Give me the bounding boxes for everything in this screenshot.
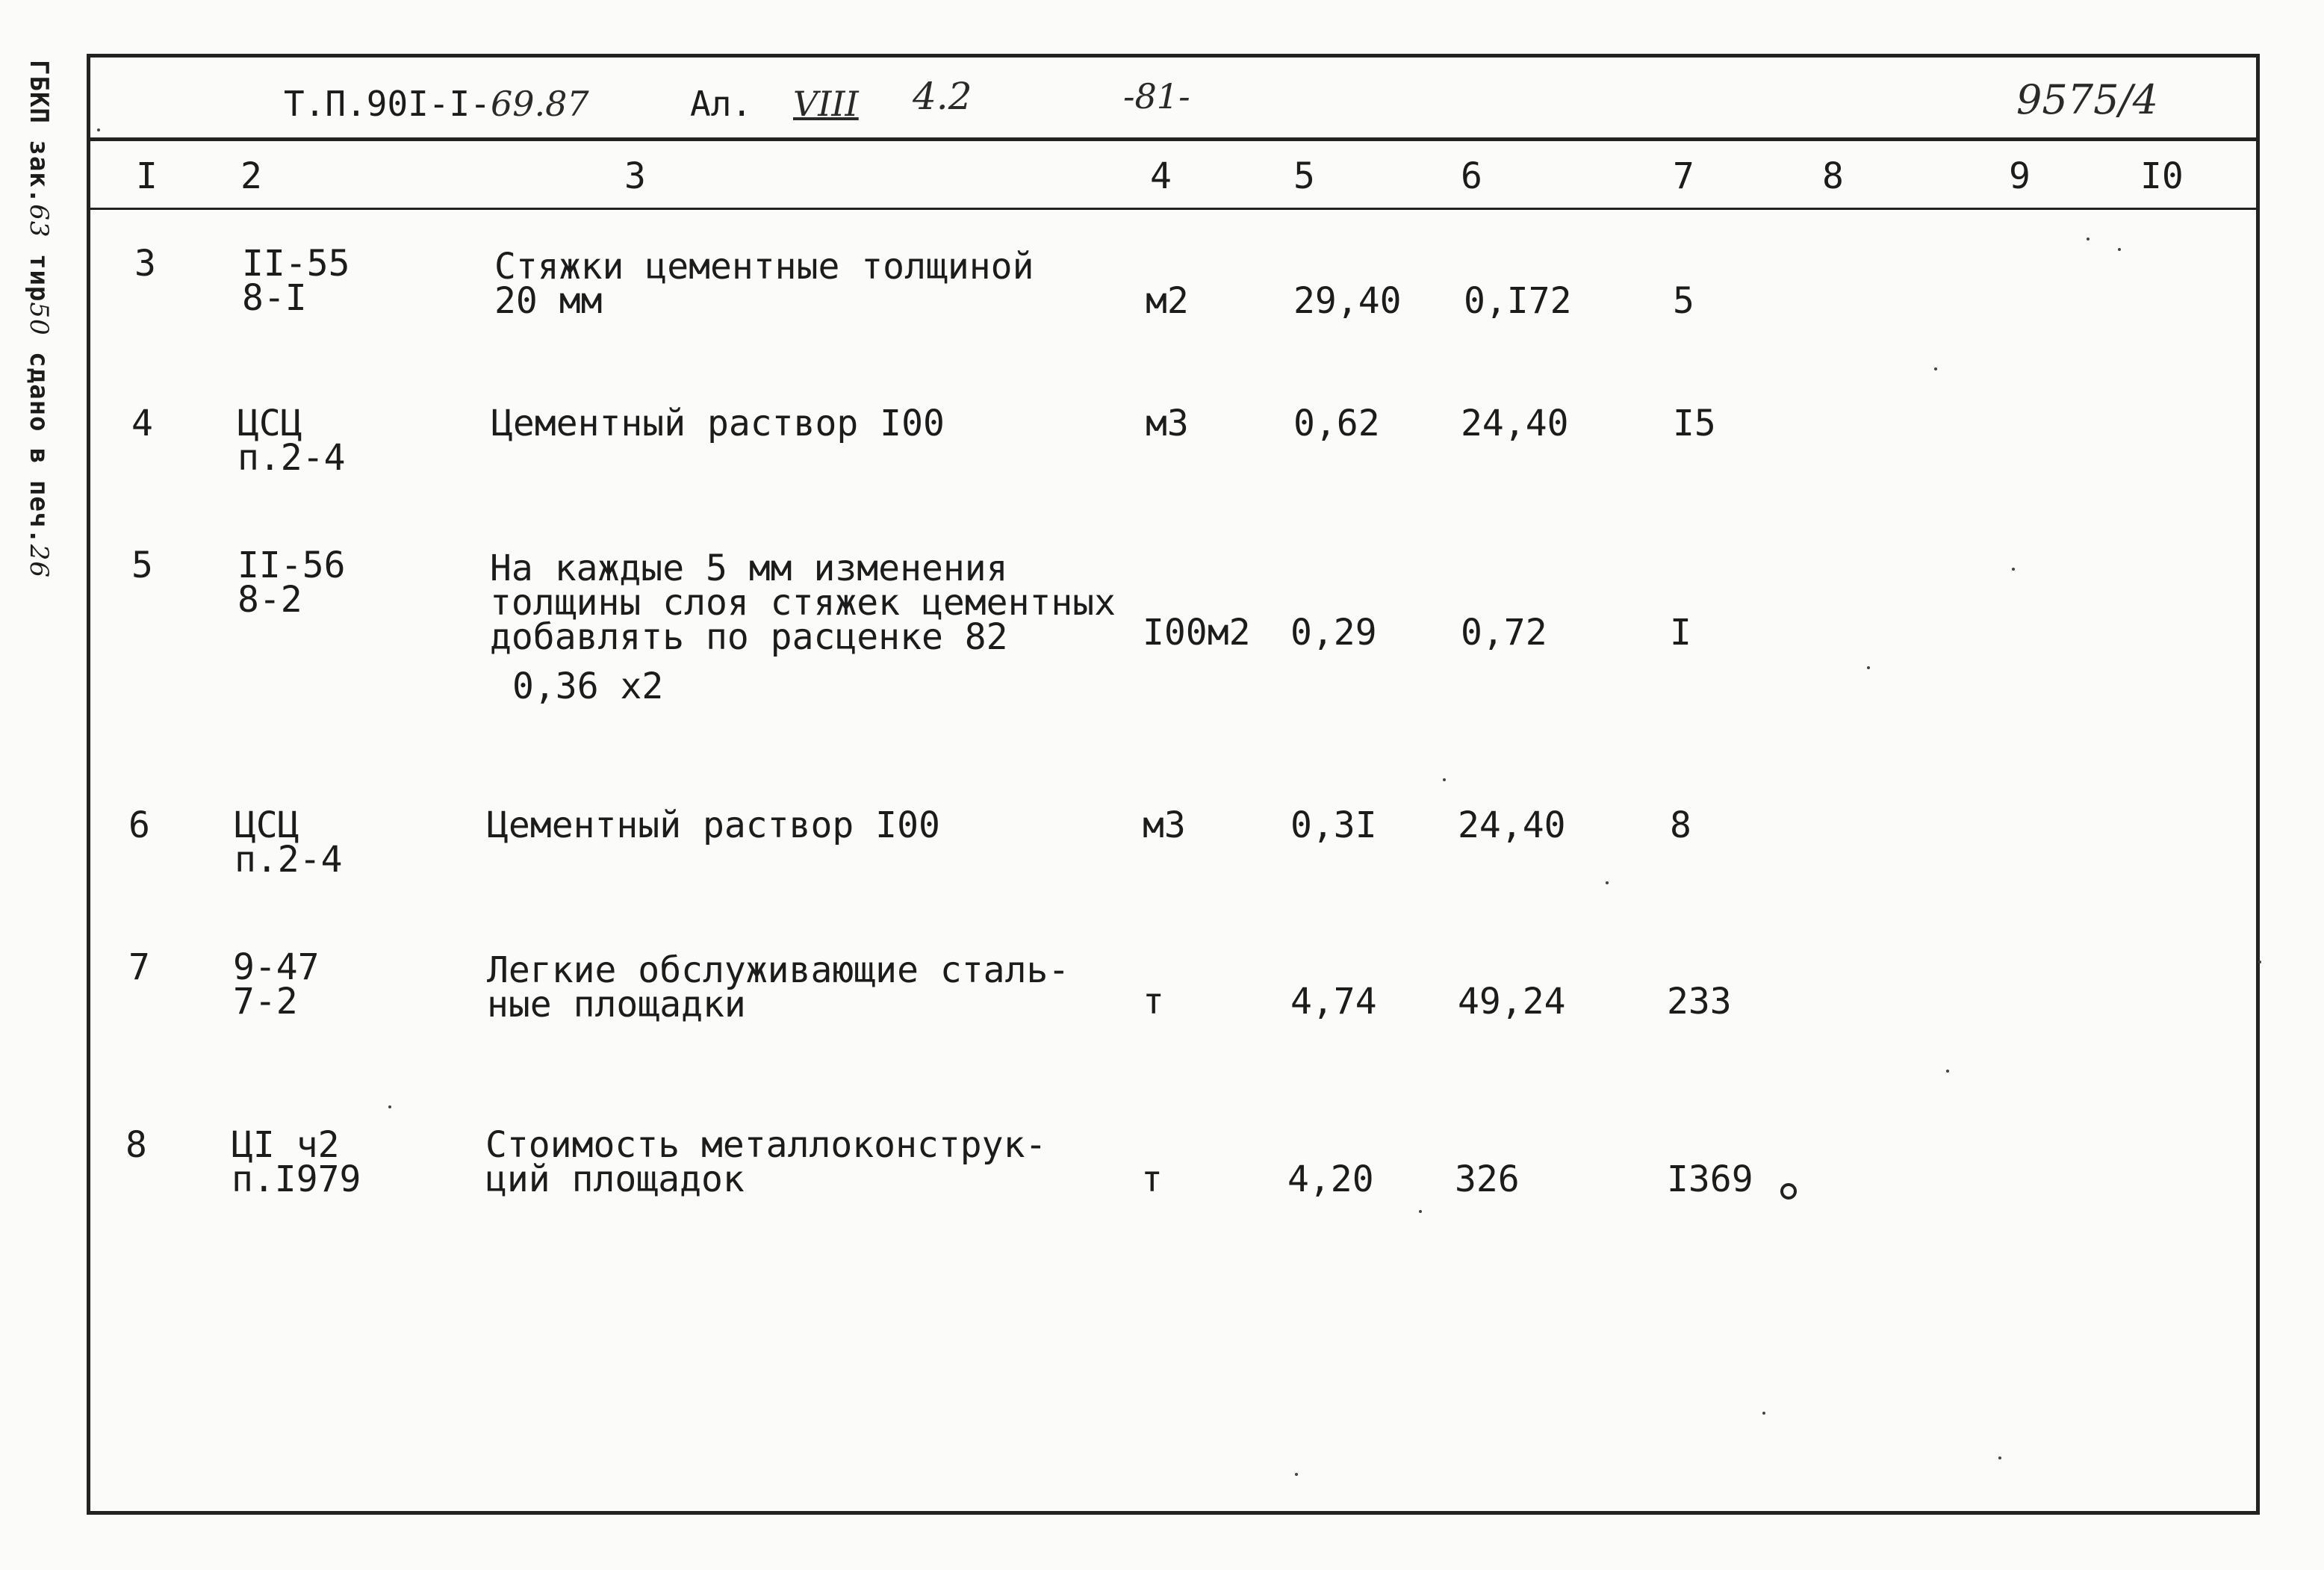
row-7-quantity: 4,74 [1290, 981, 1377, 1023]
header-divider [87, 208, 2260, 210]
row-8-total: I369 [1667, 1158, 1753, 1200]
row-3-total: 5 [1673, 280, 1694, 322]
row-6-unit-cost: 24,40 [1458, 804, 1566, 846]
side-stamp-tir: 50 [24, 302, 54, 336]
scan-speck [1946, 1070, 1949, 1073]
row-7-desc-2: ные площадки [487, 984, 746, 1026]
row-8-unit: т [1141, 1158, 1163, 1200]
row-3-quantity: 29,40 [1293, 280, 1402, 322]
row-6-code-2: п.2-4 [234, 839, 343, 881]
column-header-8: 8 [1822, 155, 1844, 197]
project-code-handwritten: 69.87 [490, 84, 589, 124]
row-7-code-1: 9-47 [233, 946, 320, 988]
row-6-num: 6 [128, 804, 150, 846]
scan-speck [97, 128, 100, 131]
row-8-num: 8 [125, 1124, 147, 1166]
row-3-unit: м2 [1146, 280, 1189, 322]
album-label: Ал. [690, 84, 753, 124]
row-4-code-1: ЦСЦ [237, 403, 302, 444]
row-6-total: 8 [1670, 804, 1691, 846]
row-4-unit: м3 [1146, 403, 1189, 444]
row-4-total: I5 [1673, 403, 1716, 444]
column-header-5: 5 [1293, 155, 1315, 197]
scan-speck [1867, 666, 1870, 669]
scan-speck [1295, 1473, 1298, 1476]
side-stamp-printed: ГБКП зак. [24, 60, 54, 205]
album-number: VIII [793, 84, 859, 124]
scan-speck [1419, 1210, 1422, 1213]
column-header-3: 3 [624, 155, 646, 197]
title-divider [87, 137, 2260, 141]
column-header-9: 9 [2009, 155, 2031, 197]
row-8-unit-cost: 326 [1455, 1158, 1520, 1200]
row-3-unit-cost: 0,I72 [1464, 280, 1572, 322]
side-stamp-date: 26 [24, 544, 54, 579]
row-6-desc-1: Цементный раствор I00 [487, 804, 940, 846]
row-3-code-1: II-55 [242, 243, 350, 285]
row-8-code-1: ЦI ч2 [232, 1124, 340, 1166]
row-5-num: 5 [131, 544, 153, 586]
table-frame [87, 54, 2260, 1515]
page-number: -81- [1123, 76, 1190, 117]
side-stamp-date-label: сдано в печ. [24, 352, 54, 544]
row-4-unit-cost: 24,40 [1461, 403, 1569, 444]
ink-dot-mark [1780, 1183, 1797, 1200]
scan-speck [1762, 1412, 1765, 1415]
row-5-code-1: II-56 [237, 544, 346, 586]
column-header-6: 6 [1461, 155, 1482, 197]
scan-speck [1998, 1456, 2001, 1459]
row-3-desc-1: Стяжки цементные толщиной [494, 246, 1034, 288]
row-5-unit-cost: 0,72 [1461, 612, 1547, 654]
side-stamp-order: 63 [24, 204, 54, 238]
row-3-desc-2: 20 мм [494, 280, 603, 322]
row-7-unit-cost: 49,24 [1458, 981, 1566, 1023]
column-header-10: I0 [2140, 155, 2184, 197]
row-4-num: 4 [131, 403, 153, 444]
column-header-2: 2 [240, 155, 262, 197]
row-5-desc-3: добавлять по расценке 82 [490, 616, 1008, 658]
side-stamp-tir-label: тир [24, 253, 54, 302]
column-header-1: I [136, 155, 158, 197]
row-6-quantity: 0,3I [1290, 804, 1377, 846]
sheet-code: 9575/4 [2016, 76, 2158, 123]
row-7-total: 233 [1667, 981, 1732, 1023]
row-5-desc-2: толщины слоя стяжек цементных [490, 582, 1116, 624]
project-code-printed: Т.П.90I-I- [284, 84, 491, 124]
row-7-desc-1: Легкие обслуживающие сталь- [487, 949, 1070, 991]
row-5-desc-1: На каждые 5 мм изменения [490, 547, 1008, 589]
row-7-num: 7 [128, 946, 150, 988]
row-8-desc-2: ций площадок [485, 1158, 745, 1200]
row-7-unit: т [1143, 981, 1164, 1023]
part-number: 4.2 [913, 75, 972, 118]
row-8-quantity: 4,20 [1287, 1158, 1374, 1200]
scan-speck [1606, 881, 1609, 884]
row-5-quantity: 0,29 [1290, 612, 1377, 654]
column-header-7: 7 [1673, 155, 1694, 197]
scan-speck [1443, 778, 1446, 781]
scan-speck [2258, 961, 2261, 964]
row-8-desc-1: Стоимость металлоконструк- [485, 1124, 1047, 1166]
row-8-code-2: п.I979 [232, 1158, 361, 1200]
project-code [284, 84, 589, 124]
row-3-num: 3 [134, 243, 156, 285]
scan-speck [1934, 367, 1937, 370]
column-header-4: 4 [1150, 155, 1172, 197]
scan-speck [2012, 568, 2015, 571]
row-4-quantity: 0,62 [1293, 403, 1380, 444]
row-6-code-1: ЦСЦ [234, 804, 299, 846]
row-5-total: I [1670, 612, 1691, 654]
scan-speck [388, 1105, 391, 1108]
scan-speck [2087, 238, 2090, 241]
row-7-code-2: 7-2 [233, 981, 298, 1023]
row-5-code-2: 8-2 [237, 579, 302, 621]
row-5-desc-extra: 0,36 х2 [512, 665, 664, 707]
side-stamp [7, 60, 67, 579]
row-5-unit: I00м2 [1143, 612, 1251, 654]
row-6-unit: м3 [1143, 804, 1186, 846]
row-4-desc-1: Цементный раствор I00 [491, 403, 945, 444]
row-3-code-2: 8-I [242, 277, 307, 319]
row-4-code-2: п.2-4 [237, 437, 346, 479]
scan-speck [2118, 248, 2121, 251]
